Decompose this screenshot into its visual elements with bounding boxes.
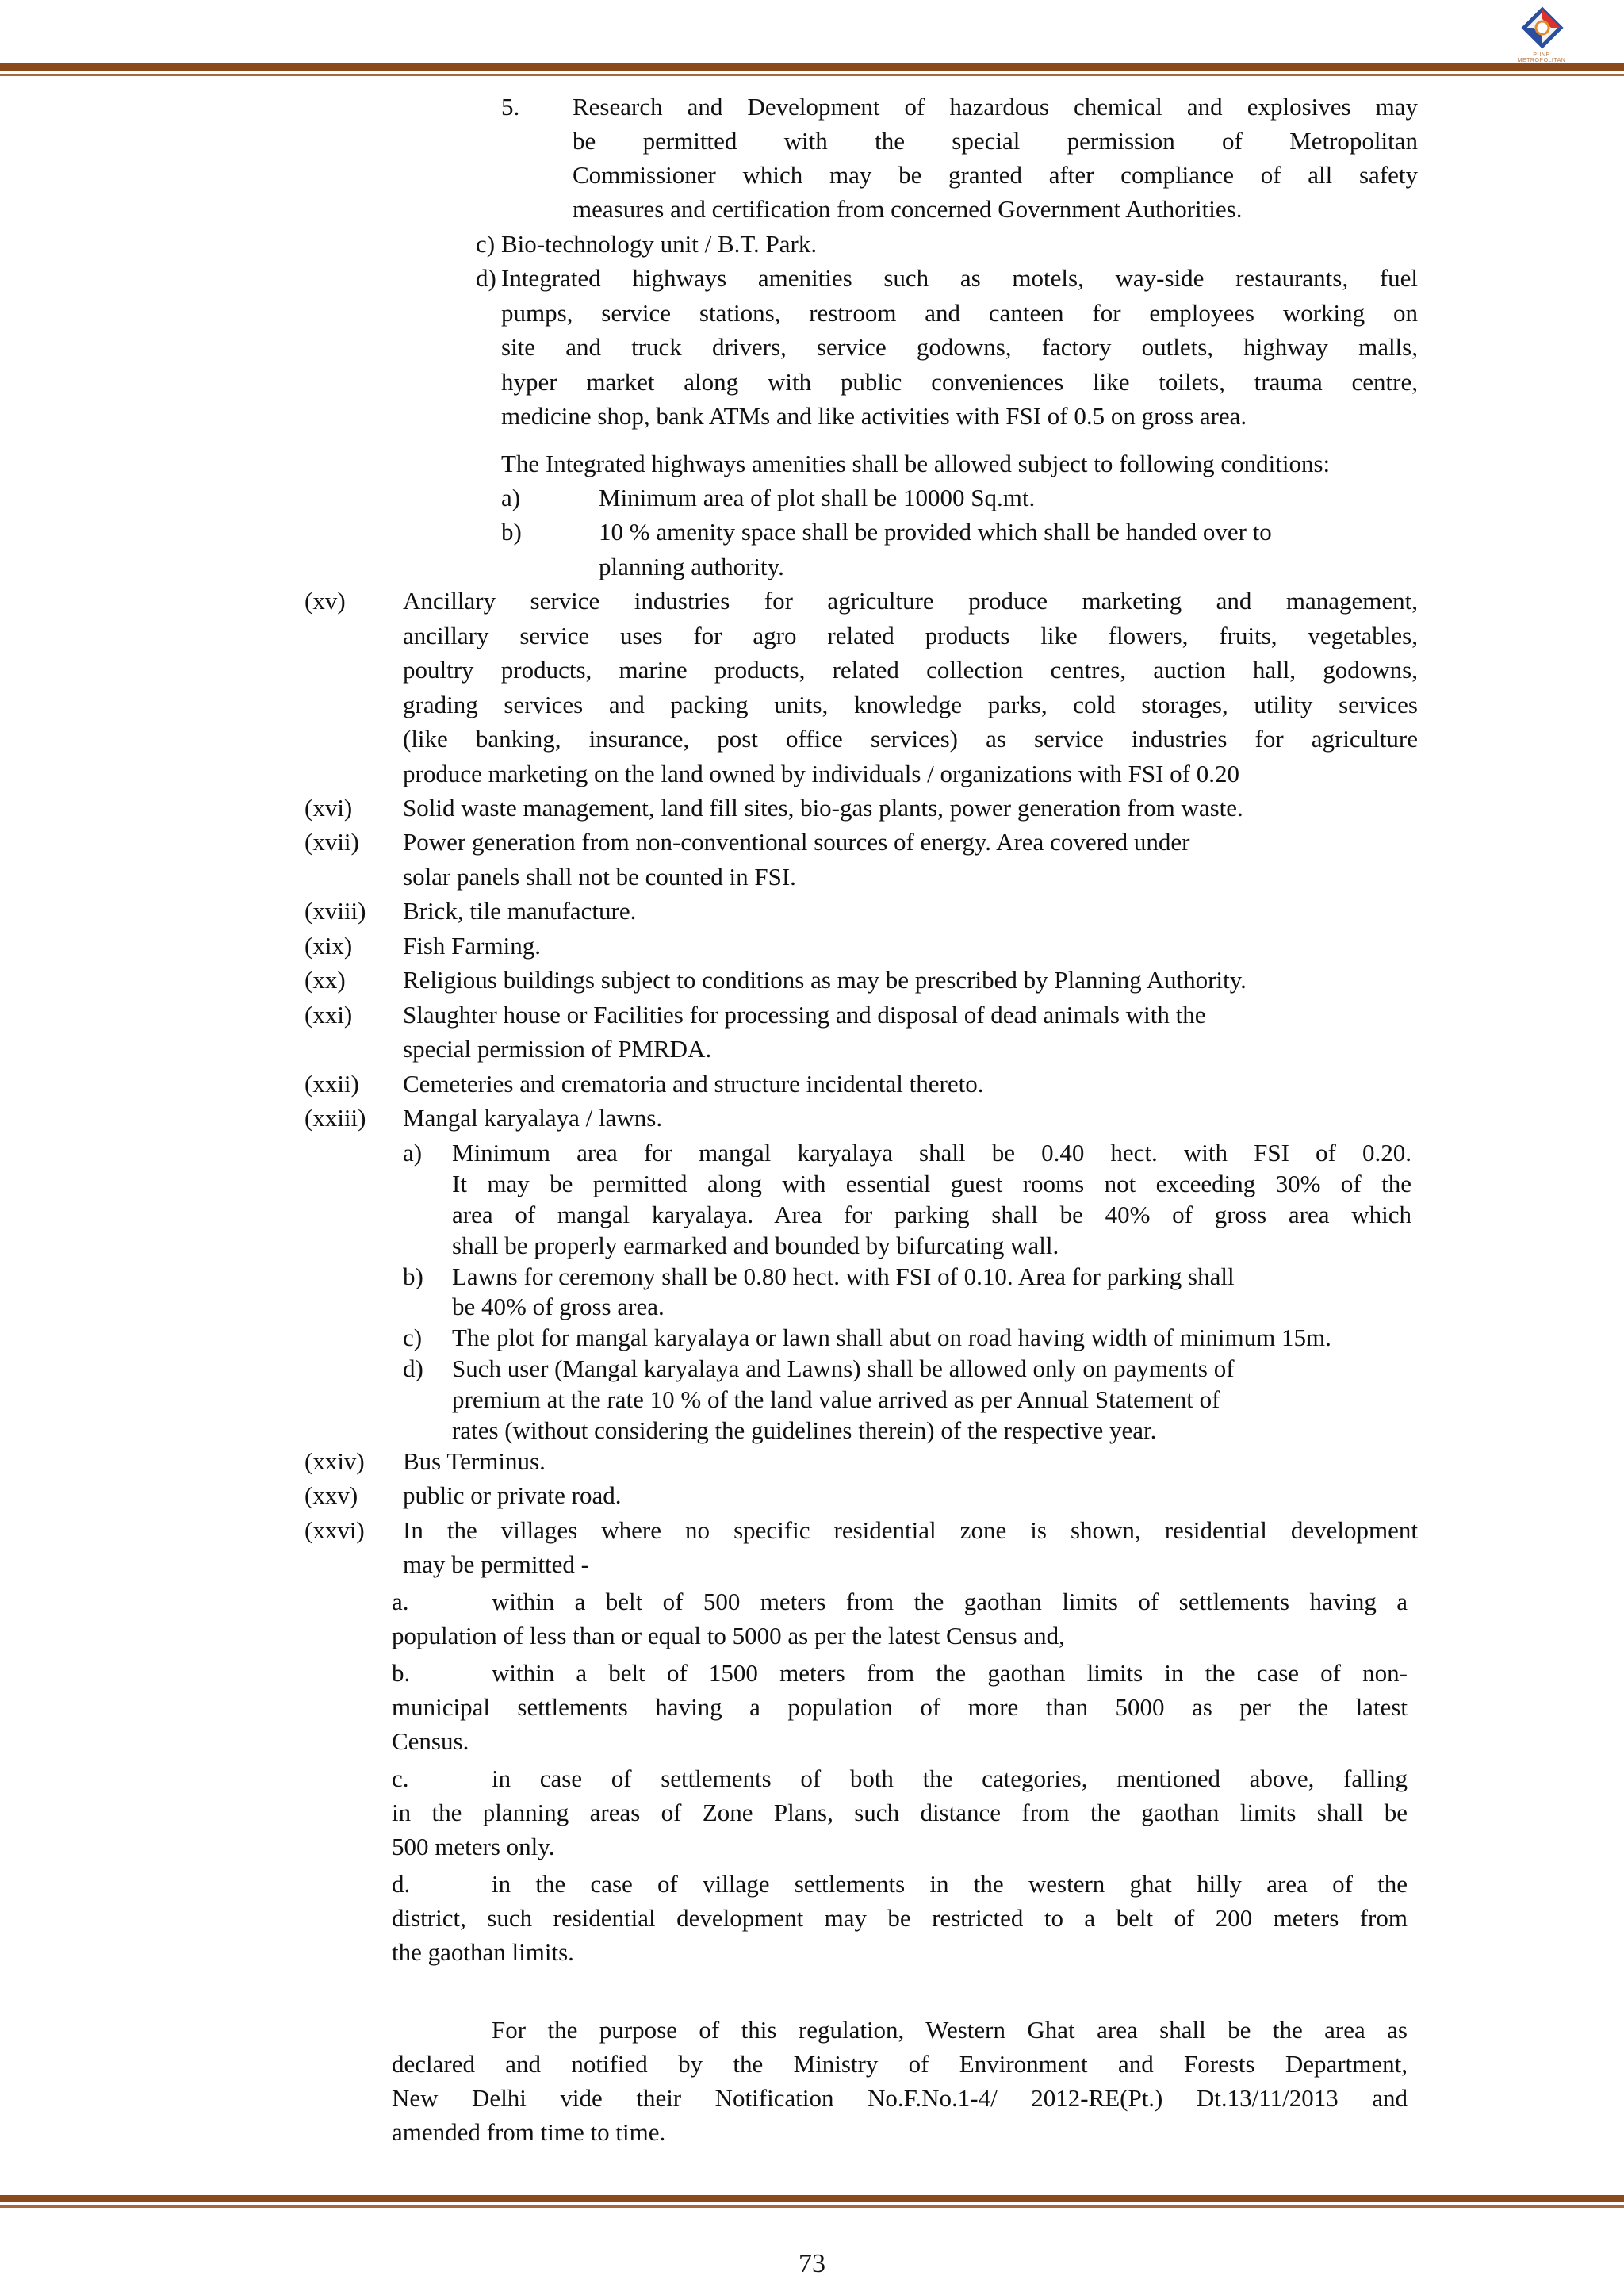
paragraph-line: ancillary service uses for agro related products like flowers, fruits, vegetables, bbox=[403, 622, 1418, 649]
paragraph-line: grading services and packing units, knowledge parks, cold storages, utility services bbox=[403, 691, 1418, 718]
paragraph-line: within a belt of 500 meters from the gaothan limits of settlements having a bbox=[492, 1588, 1408, 1615]
item-label: c) bbox=[476, 230, 496, 258]
paragraph-line: rates (without considering the guidelines therein) of the respective year. bbox=[452, 1416, 1157, 1444]
paragraph-line: Fish Farming. bbox=[403, 932, 541, 960]
paragraph-line: Religious buildings subject to conditions as may be prescribed by Planning Authority. bbox=[403, 966, 1247, 994]
item-number: (xvii) bbox=[304, 828, 359, 856]
paragraph-line: special permission of PMRDA. bbox=[403, 1035, 712, 1063]
item-label: d) bbox=[403, 1354, 423, 1382]
paragraph-line: poultry products, marine products, related collection centres, auction hall, godowns, bbox=[403, 656, 1418, 684]
item-number: (xxiv) bbox=[304, 1447, 365, 1475]
paragraph-line: in the case of village settlements in the western ghat hilly area of the bbox=[492, 1870, 1408, 1898]
paragraph-line: within a belt of 1500 meters from the gaothan limits in the case of non- bbox=[492, 1659, 1408, 1687]
paragraph-line: Bio-technology unit / B.T. Park. bbox=[501, 230, 818, 258]
page-number: 73 bbox=[799, 2249, 825, 2278]
item-label: c) bbox=[403, 1324, 423, 1351]
paragraph-line: premium at the rate 10 % of the land value arrived as per Annual Statement of bbox=[452, 1385, 1220, 1413]
paragraph-line: Minimum area of plot shall be 10000 Sq.mt. bbox=[599, 484, 1036, 511]
paragraph-line: the gaothan limits. bbox=[392, 1938, 574, 1966]
item-label: b. bbox=[392, 1659, 411, 1687]
paragraph-line: be 40% of gross area. bbox=[452, 1293, 665, 1320]
paragraph-line: Research and Development of hazardous chemical and explosives may bbox=[573, 93, 1418, 121]
paragraph-line: in case of settlements of both the categories, mentioned above, falling bbox=[492, 1764, 1408, 1792]
header-rule bbox=[0, 63, 1624, 76]
item-number: (xx) bbox=[304, 966, 346, 994]
item-number: 5. bbox=[501, 93, 520, 121]
item-label: a) bbox=[403, 1139, 423, 1167]
paragraph-line: (like banking, insurance, post office services) as service industries for agriculture bbox=[403, 725, 1418, 753]
paragraph-line: Lawns for ceremony shall be 0.80 hect. with FSI of 0.10. Area for parking shall bbox=[452, 1262, 1235, 1290]
logo-tagline: PUNE METROPOLITAN bbox=[1517, 52, 1566, 63]
paragraph-line: measures and certification from concerned Government Authorities. bbox=[573, 195, 1243, 223]
item-label: c. bbox=[392, 1764, 409, 1792]
paragraph-line: The Integrated highways amenities shall be allowed subject to following conditions: bbox=[501, 450, 1331, 477]
paragraph-line: amended from time to time. bbox=[392, 2118, 666, 2146]
logo-mark-icon bbox=[1519, 6, 1565, 59]
paragraph-line: site and truck drivers, service godowns, factory outlets, highway malls, bbox=[501, 333, 1418, 361]
paragraph-line: Power generation from non-conventional sources of energy. Area covered under bbox=[403, 828, 1190, 856]
paragraph-line: produce marketing on the land owned by individuals / organizations with FSI of 0.20 bbox=[403, 760, 1239, 787]
paragraph-line: public or private road. bbox=[403, 1481, 622, 1509]
item-number: (xxvi) bbox=[304, 1516, 365, 1544]
paragraph-line: medicine shop, bank ATMs and like activities with FSI of 0.5 on gross area. bbox=[501, 402, 1247, 430]
paragraph-line: Cemeteries and crematoria and structure incidental thereto. bbox=[403, 1070, 984, 1098]
item-label: a. bbox=[392, 1588, 409, 1615]
paragraph-line: shall be properly earmarked and bounded by bifurcating wall. bbox=[452, 1232, 1059, 1259]
paragraph-line: area of mangal karyalaya. Area for parking shall be 40% of gross area which bbox=[452, 1201, 1411, 1228]
item-number: (xxi) bbox=[304, 1001, 353, 1029]
paragraph-line: Slaughter house or Facilities for processing and disposal of dead animals with the bbox=[403, 1001, 1206, 1029]
paragraph-line: 10 % amenity space shall be provided which shall be handed over to bbox=[599, 518, 1272, 546]
paragraph-line: For the purpose of this regulation, Western Ghat area shall be the area as bbox=[492, 2016, 1408, 2044]
paragraph-line: population of less than or equal to 5000 as per the latest Census and, bbox=[392, 1622, 1065, 1649]
paragraph-line: Mangal karyalaya / lawns. bbox=[403, 1104, 663, 1132]
paragraph-line: municipal settlements having a population of more than 5000 as per the latest bbox=[392, 1693, 1408, 1721]
paragraph-line: Solid waste management, land fill sites, bio-gas plants, power generation from waste. bbox=[403, 794, 1243, 822]
item-label: b) bbox=[501, 518, 522, 546]
paragraph-line: hyper market along with public conveniences like toilets, trauma centre, bbox=[501, 368, 1418, 396]
paragraph-line: Census. bbox=[392, 1727, 469, 1755]
item-label: a) bbox=[501, 484, 521, 511]
paragraph-line: Brick, tile manufacture. bbox=[403, 897, 637, 925]
item-number: (xxii) bbox=[304, 1070, 359, 1098]
paragraph-line: The plot for mangal karyalaya or lawn shall abut on road having width of minimum 15m. bbox=[452, 1324, 1331, 1351]
paragraph-line: be permitted with the special permission of Metropolitan bbox=[573, 127, 1418, 155]
paragraph-line: district, such residential development may be restricted to a belt of 200 meters from bbox=[392, 1904, 1408, 1932]
item-number: (xvi) bbox=[304, 794, 353, 822]
item-label: d. bbox=[392, 1870, 411, 1898]
paragraph-line: New Delhi vide their Notification No.F.No.1-4/ 2012-RE(Pt.) Dt.13/11/2013 and bbox=[392, 2084, 1408, 2112]
item-number: (xxiii) bbox=[304, 1104, 366, 1132]
paragraph-line: Bus Terminus. bbox=[403, 1447, 546, 1475]
paragraph-line: Minimum area for mangal karyalaya shall be 0.40 hect. with FSI of 0.20. bbox=[452, 1139, 1411, 1167]
item-number: (xix) bbox=[304, 932, 353, 960]
paragraph-line: may be permitted - bbox=[403, 1550, 589, 1578]
item-number: (xv) bbox=[304, 587, 346, 615]
paragraph-line: pumps, service stations, restroom and canteen for employees working on bbox=[501, 299, 1418, 327]
paragraph-line: declared and notified by the Ministry of Environment and Forests Department, bbox=[392, 2050, 1408, 2078]
item-label: d) bbox=[476, 264, 496, 292]
paragraph-line: Ancillary service industries for agriculture produce marketing and management, bbox=[403, 587, 1418, 615]
item-number: (xxv) bbox=[304, 1481, 358, 1509]
paragraph-line: solar panels shall not be counted in FSI. bbox=[403, 863, 796, 891]
paragraph-line: in the planning areas of Zone Plans, such distance from the gaothan limits shall be bbox=[392, 1799, 1408, 1826]
item-label: b) bbox=[403, 1262, 423, 1290]
paragraph-line: Commissioner which may be granted after compliance of all safety bbox=[573, 161, 1418, 189]
paragraph-line: 500 meters only. bbox=[392, 1833, 555, 1860]
footer-rule bbox=[0, 2195, 1624, 2208]
item-number: (xviii) bbox=[304, 897, 366, 925]
paragraph-line: Such user (Mangal karyalaya and Lawns) shall be allowed only on payments of bbox=[452, 1354, 1235, 1382]
paragraph-line: In the villages where no specific residential zone is shown, residential development bbox=[403, 1516, 1418, 1544]
paragraph-line: It may be permitted along with essential guest rooms not exceeding 30% of the bbox=[452, 1170, 1411, 1197]
paragraph-line: planning authority. bbox=[599, 553, 784, 580]
paragraph-line: Integrated highways amenities such as motels, way-side restaurants, fuel bbox=[501, 264, 1418, 292]
